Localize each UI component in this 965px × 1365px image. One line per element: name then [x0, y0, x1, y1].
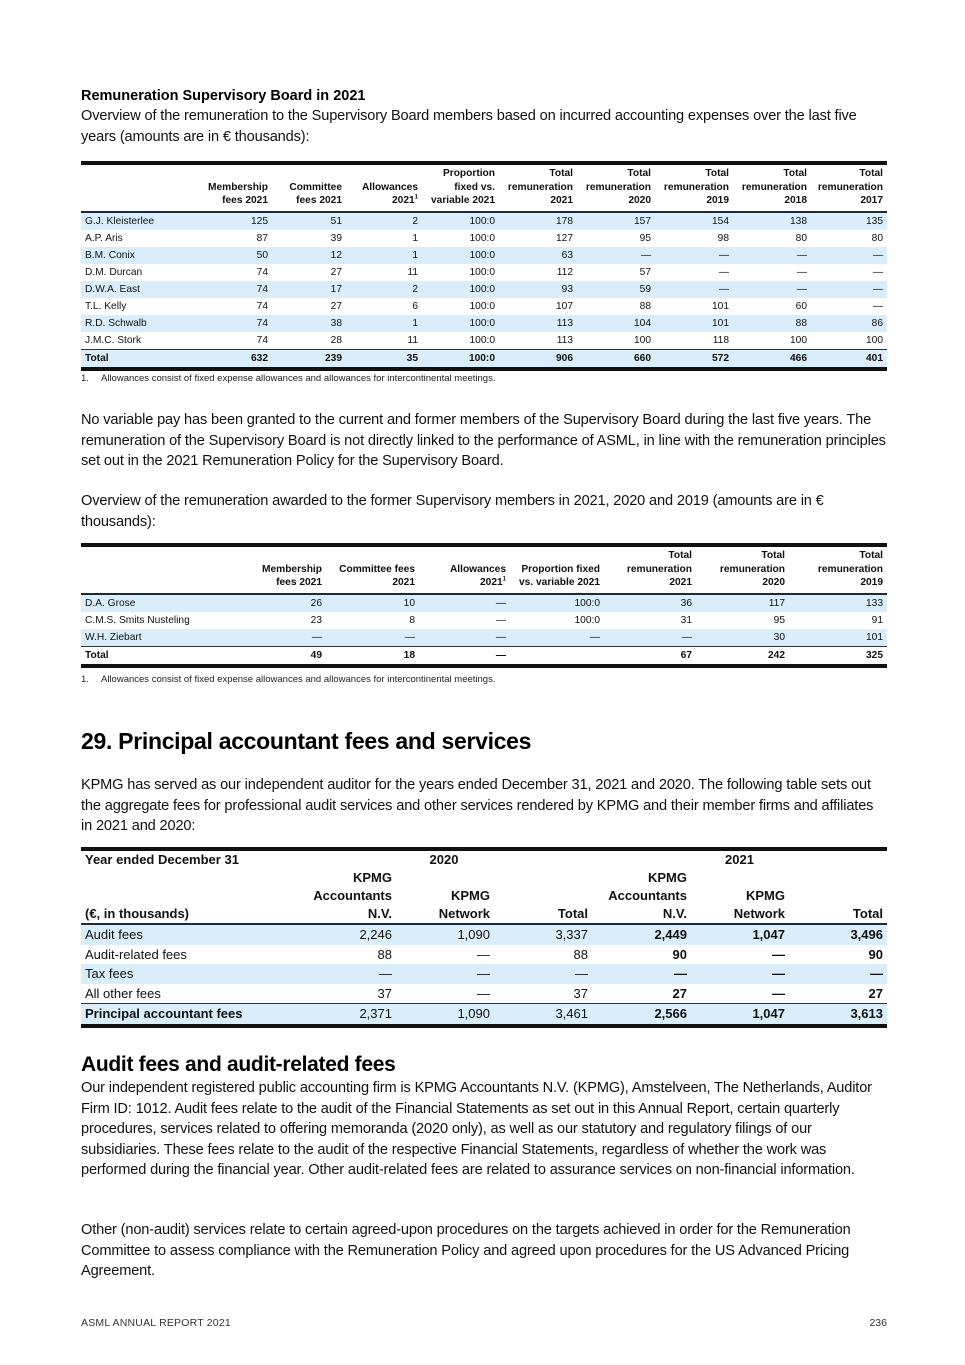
- total-row: [81, 646, 887, 666]
- section-heading-29: 29. Principal accountant fees and services: [81, 728, 532, 754]
- paragraph-non-audit-services: Other (non-audit) services relate to certain agreed-upon procedures on the targets achieved in order for the Remuneration Committee to assess compliance with the Remuneration Policy and agreed upon procedures for the US Advanced Pricing Agreement.: [81, 1222, 851, 1279]
- table3-col-header: [789, 869, 887, 924]
- cell-value: 101: [655, 315, 733, 332]
- total-label: Total: [81, 646, 236, 666]
- footnote-allowances-1: [81, 373, 495, 384]
- total-value: 401: [811, 349, 887, 369]
- header-line: KPMG: [451, 888, 490, 903]
- table1-col-header: [733, 163, 811, 212]
- table-row: [81, 332, 887, 350]
- row-label: W.H. Ziebart: [81, 629, 236, 647]
- cell-value: 1: [412, 232, 418, 244]
- cell-value: 8: [409, 614, 415, 626]
- header-year-2020: 2020: [296, 849, 592, 869]
- cell-value: 27: [330, 300, 342, 312]
- cell-value: —: [494, 964, 592, 984]
- row-label: T.L. Kelly: [85, 300, 127, 312]
- table-row: [81, 964, 887, 984]
- table-row: [81, 594, 887, 612]
- cell-value: —: [510, 629, 604, 647]
- header-line: 2021: [550, 195, 573, 206]
- cell-value: 154: [655, 212, 733, 230]
- header-line: Network: [438, 906, 490, 921]
- cell-value: —: [296, 964, 396, 984]
- header-line: Total: [549, 168, 573, 179]
- table-row: [81, 945, 887, 965]
- cell-value: 95: [639, 232, 651, 244]
- total-value: 67: [604, 646, 696, 666]
- total-label: Principal accountant fees: [81, 1004, 296, 1026]
- row-label: Tax fees: [81, 964, 296, 984]
- cell-value: 100:0: [510, 594, 604, 612]
- cell-value: 100:0: [469, 300, 495, 312]
- cell-value: 100:0: [422, 247, 499, 264]
- table2-col-header: [236, 545, 326, 594]
- cell-value: 2,449: [592, 924, 691, 945]
- footnote-marker: 1: [502, 576, 506, 583]
- cell-value: 112: [556, 266, 573, 278]
- table3-col-header: [592, 869, 691, 924]
- table2-col-header: [604, 545, 696, 594]
- total-value: 49: [236, 646, 326, 666]
- total-value: [510, 646, 604, 666]
- cell-value: 12: [272, 247, 346, 264]
- cell-value: 87: [256, 232, 268, 244]
- cell-value: 60: [795, 300, 807, 312]
- cell-value: 27: [330, 266, 342, 278]
- cell-value: —: [655, 281, 733, 298]
- total-row: [81, 1004, 887, 1026]
- cell-value: 100: [866, 334, 883, 346]
- header-line: Proportion fixed: [521, 563, 600, 575]
- cell-value: 37: [377, 985, 392, 1001]
- cell-value: 1,047: [691, 924, 789, 945]
- header-line: KPMG: [648, 870, 687, 885]
- cell-value: 30: [696, 629, 789, 647]
- header-line: 2018: [784, 195, 807, 206]
- cell-value: 90: [672, 946, 687, 962]
- header-line: Total: [783, 168, 807, 179]
- row-label: D.W.A. East: [81, 281, 181, 298]
- header-line: Total: [705, 168, 729, 179]
- cell-value: 11: [407, 266, 418, 278]
- header-line: Committee fees: [339, 563, 415, 575]
- cell-value: 23: [310, 614, 322, 626]
- section-title-remuneration-sb: Remuneration Supervisory Board in 2021: [81, 88, 366, 104]
- total-value: 660: [577, 349, 655, 369]
- cell-value: 107: [556, 300, 573, 312]
- cell-value: —: [495, 614, 506, 626]
- cell-value: —: [477, 985, 490, 1001]
- total-value: 1,047: [691, 1004, 789, 1026]
- header-line: Total: [761, 550, 785, 561]
- header-year-2021: 2021: [592, 849, 887, 869]
- total-value: 325: [789, 646, 887, 666]
- cell-value: —: [326, 629, 419, 647]
- total-value: 632: [181, 349, 272, 369]
- header-line: Total: [859, 168, 883, 179]
- header-line: remuneration: [817, 181, 883, 193]
- cell-value: 1: [346, 247, 422, 264]
- table-row: [81, 612, 887, 629]
- cell-value: 51: [272, 212, 346, 230]
- cell-value: 88: [573, 946, 588, 962]
- table2-col-header: [696, 545, 789, 594]
- cell-value: 100:0: [422, 281, 499, 298]
- cell-value: —: [772, 946, 785, 962]
- header-line: Total: [557, 906, 588, 921]
- header-line: Accountants: [608, 888, 687, 903]
- table2-col-header: [789, 545, 887, 594]
- footer-report-name: ASML ANNUAL REPORT 2021: [81, 1317, 231, 1329]
- header-line: KPMG: [353, 870, 392, 885]
- table3-col-header: [296, 869, 396, 924]
- table1-col-header: [499, 163, 577, 212]
- cell-value: 86: [811, 315, 887, 332]
- cell-value: 17: [272, 281, 346, 298]
- table1-col-header: [181, 163, 272, 212]
- header-line: Total: [859, 550, 883, 561]
- cell-value: 80: [871, 232, 883, 244]
- row-label: D.M. Durcan: [85, 266, 143, 278]
- footnote-text: Allowances consist of fixed expense allowances and allowances for intercontinental meetings.: [101, 674, 496, 685]
- cell-value: 3,337: [494, 924, 592, 945]
- row-label: R.D. Schwalb: [81, 315, 181, 332]
- table-principal-accountant-fees: [81, 847, 887, 1028]
- table1-col-header: [422, 163, 499, 212]
- header-line: remuneration: [741, 181, 807, 193]
- cell-value: —: [419, 629, 510, 647]
- table-row: [81, 298, 887, 315]
- cell-value: —: [655, 247, 733, 264]
- table2-col-header: [419, 545, 510, 594]
- header-line: Total: [668, 550, 692, 561]
- table-row: [81, 315, 887, 332]
- cell-value: 3,496: [789, 924, 887, 945]
- footnote-number: 1.: [81, 674, 89, 685]
- header-line: Proportion: [442, 168, 495, 179]
- header-line: Membership: [261, 563, 322, 575]
- table-row: [81, 629, 887, 647]
- cell-value: 100:0: [422, 212, 499, 230]
- total-value: 906: [499, 349, 577, 369]
- header-line: remuneration: [817, 563, 883, 575]
- footnote-number: 1.: [81, 373, 89, 384]
- cell-value: 74: [181, 315, 272, 332]
- row-label: All other fees: [85, 985, 161, 1001]
- cell-value: 38: [272, 315, 346, 332]
- header-line: 2021: [391, 195, 415, 206]
- total-value: 3,461: [494, 1004, 592, 1026]
- header-line: Network: [733, 906, 785, 921]
- row-label: Audit fees: [81, 924, 296, 945]
- header-line: KPMG: [746, 888, 785, 903]
- row-label: A.P. Aris: [85, 232, 123, 244]
- table-former-sb-remuneration: [81, 543, 887, 668]
- cell-value: 100: [790, 334, 807, 346]
- table2-col-header: [510, 545, 604, 594]
- cell-value: 117: [696, 594, 789, 612]
- cell-value: —: [789, 964, 887, 984]
- table3-col-header: [396, 869, 494, 924]
- cell-value: 11: [407, 334, 418, 346]
- cell-value: 74: [256, 334, 268, 346]
- cell-value: 101: [712, 300, 729, 312]
- header-line: vs. variable 2021: [519, 577, 600, 588]
- paragraph-kpmg-intro: KPMG has served as our independent auditor for the years ended December 31, 2021 and 2020. The following table sets out the aggregate fees for professional audit services and other services rendered by KPMG and their member firms and affiliates in 2021 and 2020:: [81, 777, 874, 834]
- header-line: 2021: [392, 577, 415, 588]
- cell-value: —: [872, 300, 883, 312]
- section-heading-audit-fees: Audit fees and audit-related fees: [81, 1053, 396, 1076]
- total-value: 239: [272, 349, 346, 369]
- total-value: 1,090: [396, 1004, 494, 1026]
- footer-page-number: 236: [869, 1317, 887, 1329]
- cell-value: 100:0: [574, 614, 600, 626]
- cell-value: 100:0: [469, 232, 495, 244]
- table3-col-header: [494, 869, 592, 924]
- cell-value: 39: [330, 232, 342, 244]
- header-line: 2021: [479, 577, 503, 588]
- cell-value: 1,090: [396, 924, 494, 945]
- header-line: 2019: [706, 195, 729, 206]
- header-line: N.V.: [367, 906, 392, 921]
- cell-value: 118: [712, 334, 729, 346]
- header-line: 2017: [860, 195, 883, 206]
- cell-value: —: [419, 594, 510, 612]
- header-line: Committee: [289, 181, 342, 193]
- cell-value: —: [733, 247, 811, 264]
- header-line: Allowances: [361, 181, 418, 193]
- table-sb-remuneration: [81, 161, 887, 371]
- cell-value: 178: [499, 212, 577, 230]
- cell-value: —: [811, 247, 887, 264]
- total-value: 35: [346, 349, 422, 369]
- cell-value: 2: [346, 281, 422, 298]
- table2-col-header: [326, 545, 419, 594]
- paragraph-no-variable-pay: No variable pay has been granted to the current and former members of the Supervisory Board during the last five years. The remuneration of the Supervisory Board is not directly linked to the performance of ASML, in line with the remuneration principles set out in the 2021 Remuneration Policy for the Supervisory Board.: [81, 412, 886, 469]
- row-label: C.M.S. Smits Nusteling: [85, 614, 190, 626]
- cell-value: 100:0: [469, 266, 495, 278]
- cell-value: 98: [717, 232, 729, 244]
- cell-value: 74: [256, 266, 268, 278]
- row-label: Audit-related fees: [85, 946, 187, 962]
- header-year-ended: Year ended December 31: [81, 849, 296, 869]
- cell-value: 80: [795, 232, 807, 244]
- footnote-allowances-2: [81, 674, 495, 685]
- cell-value: 63: [499, 247, 577, 264]
- intro-paragraph-remuneration: Overview of the remuneration to the Supervisory Board members based on incurred accounting expenses over the last five years (amounts are in € thousands):: [81, 108, 857, 145]
- cell-value: 104: [577, 315, 655, 332]
- header-line: Total: [852, 906, 883, 921]
- total-value: 572: [655, 349, 733, 369]
- total-value: 2,371: [296, 1004, 396, 1026]
- cell-value: 113: [499, 315, 577, 332]
- total-value: —: [419, 646, 510, 666]
- table1-col-header: [81, 163, 181, 212]
- header-line: 2020: [628, 195, 651, 206]
- cell-value: —: [796, 266, 807, 278]
- table3-col-header: [691, 869, 789, 924]
- cell-value: 135: [811, 212, 887, 230]
- cell-value: 74: [181, 281, 272, 298]
- header-line: remuneration: [507, 181, 573, 193]
- cell-value: 125: [181, 212, 272, 230]
- table-row: [81, 281, 887, 298]
- header-line: 2021: [669, 577, 692, 588]
- cell-value: 37: [573, 985, 588, 1001]
- table-row: [81, 924, 887, 945]
- cell-value: —: [592, 964, 691, 984]
- cell-value: 6: [412, 300, 418, 312]
- table-row: [81, 264, 887, 281]
- cell-value: —: [772, 985, 785, 1001]
- cell-value: —: [396, 964, 494, 984]
- cell-value: 26: [236, 594, 326, 612]
- cell-value: —: [811, 281, 887, 298]
- header-unit: (€, in thousands): [81, 869, 296, 924]
- table1-col-header: [577, 163, 655, 212]
- total-value: 18: [326, 646, 419, 666]
- cell-value: 157: [577, 212, 655, 230]
- cell-value: 50: [181, 247, 272, 264]
- footnote-text: Allowances consist of fixed expense allowances and allowances for intercontinental meetings.: [101, 373, 496, 384]
- header-line: remuneration: [663, 181, 729, 193]
- paragraph-audit-fees: Our independent registered public accounting firm is KPMG Accountants N.V. (KPMG), Amstelveen, The Netherlands, Auditor Firm ID: 1012. Audit fees relate to the audit of the Financial Statements as set out in this Annual Report, certain quarterly procedures, services related to offering memoranda (2020 only), as well as our statutory and regulatory filings of our subsidiaries. These fees relate to the audit of the respective Financial Statements, regardless of whether the work was performed during the financial year. Other audit-related fees are related to assurance services on non-financial information.: [81, 1080, 872, 1178]
- cell-value: —: [718, 266, 729, 278]
- cell-value: 91: [871, 614, 883, 626]
- cell-value: 88: [377, 946, 392, 962]
- cell-value: —: [236, 629, 326, 647]
- cell-value: 36: [604, 594, 696, 612]
- cell-value: 113: [556, 334, 573, 346]
- cell-value: 90: [868, 946, 883, 962]
- row-label: D.A. Grose: [81, 594, 236, 612]
- header-line: remuneration: [719, 563, 785, 575]
- header-line: Membership: [207, 181, 268, 193]
- cell-value: —: [477, 946, 490, 962]
- cell-value: 1: [346, 315, 422, 332]
- cell-value: 59: [577, 281, 655, 298]
- cell-value: 27: [868, 985, 883, 1001]
- cell-value: 100:0: [422, 315, 499, 332]
- cell-value: 27: [672, 985, 687, 1001]
- cell-value: 74: [256, 300, 268, 312]
- paragraph-former-members: Overview of the remuneration awarded to the former Supervisory members in 2021, 2020 and 2019 (amounts are in € thousands):: [81, 493, 824, 530]
- total-value: 2,566: [592, 1004, 691, 1026]
- cell-value: 127: [556, 232, 573, 244]
- cell-value: 57: [639, 266, 651, 278]
- cell-value: —: [872, 266, 883, 278]
- table-row: [81, 247, 887, 264]
- table1-col-header: [346, 163, 422, 212]
- header-line: N.V.: [662, 906, 687, 921]
- row-label: J.M.C. Stork: [85, 334, 142, 346]
- table1-col-header: [655, 163, 733, 212]
- total-value: 242: [696, 646, 789, 666]
- total-value: 466: [733, 349, 811, 369]
- header-line: 2020: [762, 577, 785, 588]
- row-label: B.M. Conix: [81, 247, 181, 264]
- header-line: Total: [627, 168, 651, 179]
- table2-col-header: [81, 545, 236, 594]
- cell-value: 95: [773, 614, 785, 626]
- total-value: 100:0: [422, 349, 499, 369]
- table-row: [81, 212, 887, 230]
- header-line: fees 2021: [222, 195, 268, 206]
- table1-col-header: [811, 163, 887, 212]
- cell-value: 100: [634, 334, 651, 346]
- cell-value: 88: [639, 300, 651, 312]
- cell-value: —: [691, 964, 789, 984]
- cell-value: 31: [680, 614, 692, 626]
- header-line: remuneration: [585, 181, 651, 193]
- header-line: fees 2021: [276, 577, 322, 588]
- cell-value: 2,246: [296, 924, 396, 945]
- header-line: 2019: [860, 577, 883, 588]
- cell-value: 100:0: [469, 334, 495, 346]
- total-label: Total: [81, 349, 181, 369]
- cell-value: 93: [499, 281, 577, 298]
- header-line: Accountants: [313, 888, 392, 903]
- cell-value: —: [733, 281, 811, 298]
- total-value: 3,613: [789, 1004, 887, 1026]
- cell-value: 138: [733, 212, 811, 230]
- cell-value: 10: [326, 594, 419, 612]
- cell-value: 28: [330, 334, 342, 346]
- header-line: fees 2021: [296, 195, 342, 206]
- table-row: [81, 230, 887, 247]
- header-line: variable 2021: [430, 195, 495, 206]
- total-row: [81, 349, 887, 369]
- row-label: G.J. Kleisterlee: [81, 212, 181, 230]
- header-line: Allowances: [449, 563, 506, 575]
- table-row: [81, 984, 887, 1004]
- cell-value: 2: [346, 212, 422, 230]
- header-line: fixed vs.: [454, 181, 495, 193]
- cell-value: —: [604, 629, 696, 647]
- cell-value: 88: [733, 315, 811, 332]
- table1-col-header: [272, 163, 346, 212]
- cell-value: 133: [789, 594, 887, 612]
- footnote-marker: 1: [414, 194, 418, 201]
- cell-value: 101: [789, 629, 887, 647]
- header-line: remuneration: [626, 563, 692, 575]
- cell-value: —: [577, 247, 655, 264]
